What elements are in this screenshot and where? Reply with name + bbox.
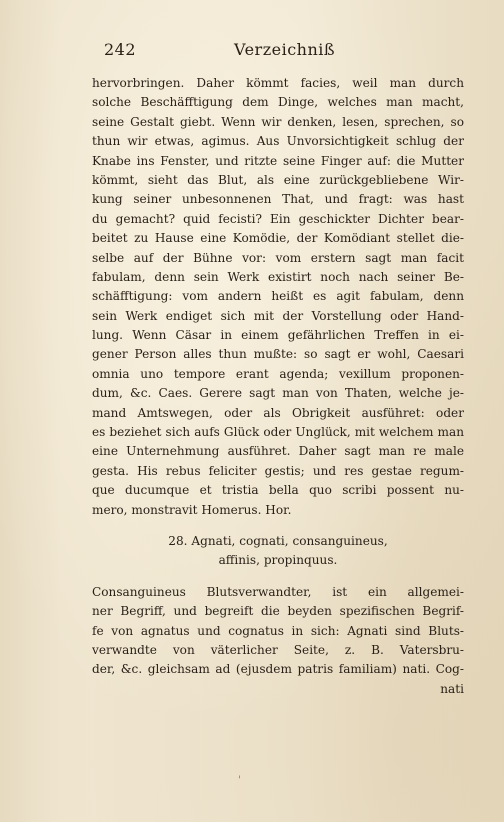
text-line: gesta. His rebus feliciter gestis; und res gestae regum- <box>92 463 464 478</box>
text-line: dum, &c. Caes. Gerere sagt man von Thaten, welche je- <box>92 386 464 401</box>
text-line: der, &c. gleichsam ad (ejusdem patris familiam) nati. Cog- <box>92 662 464 677</box>
text-line: beitet zu Hause eine Komödie, der Komödiant stellet die- <box>92 231 464 246</box>
text-line: du gemacht? quid fecisti? Ein geschickter Dichter bear- <box>92 211 464 226</box>
text-line: schäfftigung: vom andern heißt es agit fabulam, denn <box>92 289 464 304</box>
text-line: mero, monstravit Homerus. Hor. <box>92 502 292 517</box>
catchword: nati <box>440 681 464 696</box>
text-line: lung. Wenn Cäsar in einem gefährlichen Treffen in ei- <box>92 328 464 343</box>
text-line: gener Person alles thun mußte: so sagt er wohl, Caesari <box>92 347 464 362</box>
text-line: fe von agnatus und cognatus in sich: Agnati sind Bluts- <box>92 623 464 638</box>
text-line: thun wir etwas, agimus. Aus Unvorsichtigkeit schlug der <box>92 134 464 149</box>
text-line: sein Werk endiget sich mit der Vorstellung oder Hand- <box>92 308 464 323</box>
page-number: 242 <box>104 40 137 59</box>
text-line: kung seiner unbesonnenen That, und fragt: was hast <box>92 192 464 207</box>
text-line: mand Amtswegen, oder als Obrigkeit ausführet: oder <box>92 405 464 420</box>
page-mark: ' <box>238 775 241 786</box>
body-text <box>92 74 464 699</box>
entry-heading: 28. Agnati, cognati, consanguineus, <box>168 533 388 548</box>
text-line: verwandte von väterlicher Seite, z. B. Vatersbru- <box>92 642 464 657</box>
text-line: kömmt, sieht das Blut, als eine zurückgebliebene Wir- <box>92 172 464 187</box>
running-head: Verzeichniß <box>234 40 336 59</box>
page-header <box>104 40 338 66</box>
text-line: omnia uno tempore erant agenda; vexillum proponen- <box>92 366 464 381</box>
entry-heading-continued: affinis, propinquus. <box>218 553 338 568</box>
text-line: seine Gestalt giebt. Wenn wir denken, lesen, sprechen, so <box>92 114 464 129</box>
text-line: selbe auf der Bühne vor: vom erstern sagt man facit <box>92 250 464 265</box>
text-line: Consanguineus Blutsverwandter, ist ein allgemei- <box>92 584 464 599</box>
text-line: hervorbringen. Daher kömmt facies, weil man durch <box>92 76 464 90</box>
text-line: que ducumque et tristia bella quo scribi possent nu- <box>92 483 464 498</box>
text-line: es beziehet sich aufs Glück oder Unglück, mit welchem man <box>92 425 464 440</box>
text-line: fabulam, denn sein Werk existirt noch nach seiner Be- <box>92 269 464 284</box>
text-line: eine Unternehmung ausführet. Daher sagt man re male <box>92 444 464 459</box>
text-line: Knabe ins Fenster, und ritzte seine Finger auf: die Mutter <box>92 153 464 168</box>
text-line: solche Beschäfftigung dem Dinge, welches man macht, <box>92 95 464 110</box>
text-line: ner Begriff, und begreift die beyden spezifischen Begrif- <box>92 604 464 619</box>
